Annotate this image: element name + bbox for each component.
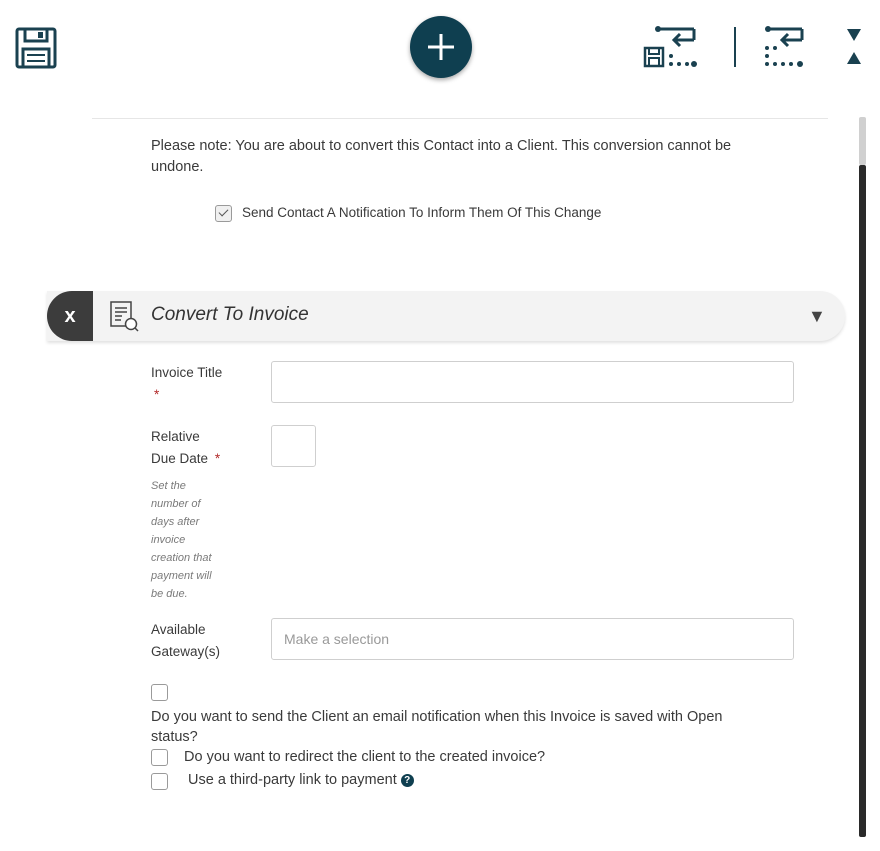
required-mark: *	[154, 387, 160, 402]
due-date-label	[151, 426, 220, 470]
save-and-convert-button[interactable]	[642, 24, 700, 70]
gateway-select[interactable]	[271, 618, 794, 660]
toolbar-divider	[734, 27, 736, 67]
invoice-title-label-text: Invoice Title	[151, 365, 223, 380]
redirect-client-label: Do you want to redirect the client to the created invoice?	[184, 749, 546, 765]
toolbar	[0, 0, 880, 95]
invoice-title-input[interactable]	[271, 361, 794, 403]
help-icon[interactable]: ?	[401, 774, 414, 787]
conversion-notice: Please note: You are about to convert this Contact into a Client. This conversion cannot be undone.	[151, 138, 732, 175]
notify-contact-label: Send Contact A Notification To Inform Them Of This Change	[242, 205, 602, 220]
convert-button[interactable]	[762, 24, 808, 70]
due-date-label-line1: Relative	[151, 429, 200, 444]
gateway-label	[151, 619, 220, 663]
third-party-link-label	[188, 772, 414, 788]
due-date-input[interactable]	[271, 425, 316, 467]
redirect-client-checkbox[interactable]	[151, 749, 168, 766]
divider-line	[92, 118, 828, 119]
section-title: Convert To Invoice	[151, 304, 309, 325]
gateway-label-line2: Gateway(s)	[151, 644, 221, 659]
collapse-expand-button[interactable]	[844, 26, 864, 66]
third-party-link-checkbox[interactable]	[151, 773, 168, 790]
email-notification-checkbox[interactable]	[151, 684, 168, 701]
gateway-label-line1: Available	[151, 622, 206, 637]
third-party-link-text: Use a third-party link to payment	[188, 772, 397, 788]
invoice-title-label	[151, 362, 222, 406]
due-date-label-line2: Due Date	[151, 451, 209, 466]
due-date-help: Set the number of days after invoice creation that payment will be due.	[151, 480, 212, 600]
floppy-disk-icon[interactable]	[14, 26, 58, 70]
plus-icon	[425, 31, 457, 63]
scrollbar-upper[interactable]	[859, 117, 866, 165]
required-mark: *	[214, 451, 221, 466]
notify-contact-checkbox[interactable]	[215, 205, 232, 222]
scrollbar-thumb[interactable]	[859, 165, 866, 837]
invoice-icon	[108, 300, 140, 332]
section-toggle-icon[interactable]: ▼	[808, 306, 826, 326]
save-and-convert-icon	[642, 24, 700, 70]
add-button[interactable]	[410, 16, 472, 78]
convert-icon	[762, 24, 808, 70]
gateway-placeholder: Make a selection	[284, 631, 390, 647]
email-notification-label: Do you want to send the Client an email notification when this Invoice is saved with Open status?	[151, 709, 723, 745]
collapse-expand-icon	[844, 26, 864, 66]
remove-section-button[interactable]: x	[47, 291, 93, 341]
